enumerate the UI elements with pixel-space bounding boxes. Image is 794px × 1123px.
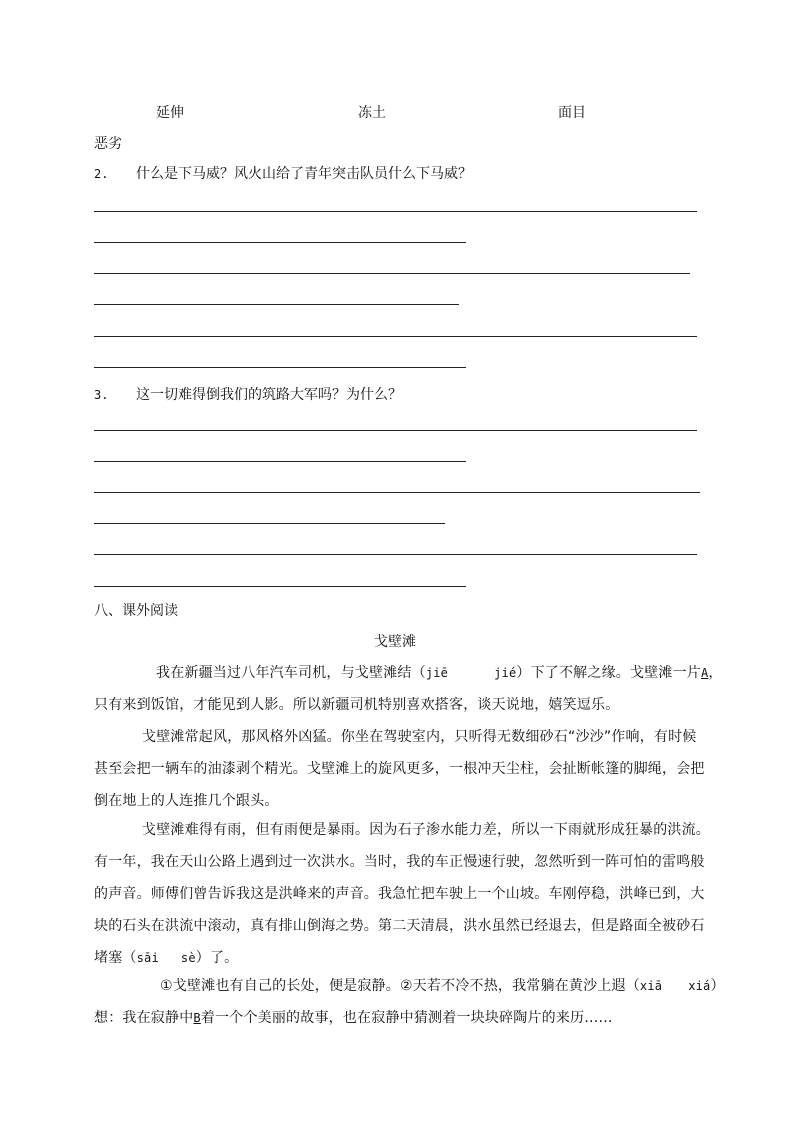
passage-title: 戈壁滩	[374, 634, 416, 650]
answer-line[interactable]	[94, 367, 466, 368]
answer-line[interactable]	[94, 461, 466, 462]
paragraph-1-text: 我在新疆当过八年汽车司机，与戈壁滩结（	[156, 665, 426, 681]
vocab-word-4: 恶劣	[94, 136, 122, 152]
paragraph-3-line: 的声音。师傅们曾告诉我这是洪峰来的声音。我急忙把车驶上一个山坡。车刚停稳，洪峰已到，大	[94, 886, 705, 902]
paragraph-4	[94, 970, 725, 1034]
answer-line[interactable]	[94, 304, 459, 305]
paragraph-3	[94, 814, 710, 974]
answer-line[interactable]	[94, 336, 697, 337]
paragraph-1-line: 只有来到饭馆，才能见到人影。所以新疆司机特别喜欢搭客，谈天说地，嬉笑逗乐。	[94, 697, 620, 713]
comma: ，	[708, 665, 723, 681]
vocab-word-3: 面目	[558, 105, 586, 121]
answer-line[interactable]	[94, 273, 690, 274]
pinyin-option: xiá	[688, 979, 711, 993]
answer-line[interactable]	[94, 430, 697, 431]
paragraph-2-line: 倒在地上的人连推几个跟头。	[94, 793, 279, 809]
answer-line[interactable]	[94, 211, 697, 212]
paragraph-1	[94, 657, 723, 721]
section-heading: 八、课外阅读	[94, 603, 178, 619]
paragraph-3-line: 戈壁滩难得有雨，但有雨便是暴雨。因为石子渗水能力差，所以一下雨就形成狂暴的洪流。	[142, 822, 710, 838]
blank-marker-b: B	[193, 1011, 201, 1025]
pinyin-option: sāi	[136, 951, 159, 965]
pinyin-option: jiē	[425, 666, 449, 680]
question-3-text: 这一切难得倒我们的筑路大军吗？为什么？	[136, 387, 402, 403]
paragraph-2-line: 甚至会把一辆车的油漆剥个精光。戈壁滩上的旋风更多，一根冲天尘柱，会扯断帐篷的脚绳，会把	[94, 761, 705, 777]
pinyin-option: xiā	[639, 979, 663, 993]
pinyin-option: jié	[494, 666, 517, 680]
vocab-word-2: 冻土	[358, 105, 386, 121]
paragraph-4-text: 着一个个美丽的故事，也在寂静中猜测着一块块碎陶片的来历……	[200, 1010, 613, 1026]
answer-line[interactable]	[94, 492, 700, 493]
answer-line[interactable]	[94, 586, 466, 587]
answer-line[interactable]	[94, 554, 697, 555]
paragraph-4-text: ）	[710, 978, 725, 994]
paragraph-2	[94, 721, 705, 817]
paragraph-2-line: 戈壁滩常起风，那风格外凶猛。你坐在驾驶室内，只听得无数细砂石“沙沙”作响，有时候	[142, 729, 697, 745]
paragraph-3-text: ）了。	[195, 950, 239, 966]
paragraph-3-line: 块的石头在洪流中滚动，真有排山倒海之势。第二天清晨，洪水虽然已经退去，但是路面全被砂石	[94, 918, 705, 934]
paragraph-4-text: 想：我在寂静中	[94, 1010, 194, 1026]
question-2-text: 什么是下马威？风火山给了青年突击队员什么下马威？	[136, 166, 472, 182]
paragraph-3-text: 堵塞（	[94, 950, 137, 966]
answer-line[interactable]	[94, 242, 466, 243]
question-3-number: 3.	[94, 388, 109, 402]
paragraph-1-text: ）下了不解之缘。戈壁滩一片	[516, 665, 701, 681]
question-2-number: 2.	[94, 167, 109, 181]
vocab-word-1: 延伸	[156, 105, 184, 121]
paragraph-3-line: 有一年，我在天山公路上遇到过一次洪水。当时，我的车正慢速行驶，忽然听到一阵可怕的雷鸣般	[94, 854, 705, 870]
paragraph-4-text: ①戈壁滩也有自己的长处，便是寂静。②天若不冷不热，我常躺在黄沙上遐（	[160, 978, 640, 994]
pinyin-option: sè	[180, 951, 196, 965]
blank-marker-a: A	[700, 666, 709, 680]
answer-line[interactable]	[94, 523, 445, 524]
